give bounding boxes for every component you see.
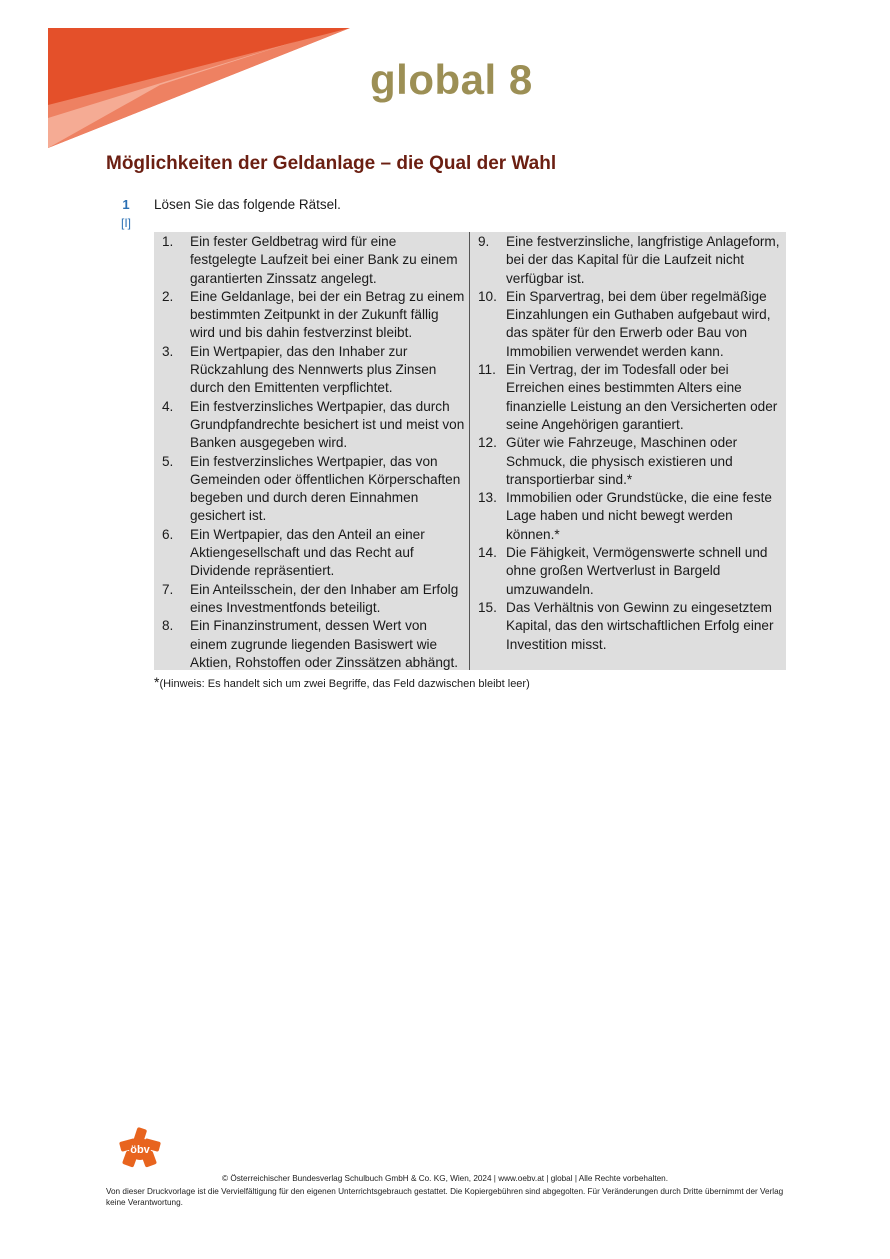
clue-number: 10. <box>478 288 497 304</box>
clue-number: 14. <box>478 545 497 561</box>
clue-text: Ein Wertpapier, das den Anteil an einer Aktiengesellschaft und das Recht auf Dividende repräsentiert. <box>190 526 425 579</box>
clue-item <box>470 361 786 434</box>
oebv-logo <box>118 1126 162 1170</box>
clue-number: 9. <box>478 234 490 249</box>
clue-number: 1. <box>162 234 174 249</box>
footer-disclaimer: Von dieser Druckvorlage ist die Vervielfältigung für den eigenen Unterrichtsgebrauch gestattet. Die Kopiergebühren sind abgegolten. Für Veränderungen durch Dritte übernimmt der Verlag keine Verantwortung. <box>106 1187 784 1207</box>
clue-number: 13. <box>478 490 497 506</box>
clue-text: Ein Finanzinstrument, dessen Wert von einem zugrunde liegenden Basiswert wie Aktien, Rohstoffen oder Zinssätzen abhängt. <box>190 618 459 670</box>
clue-column-left <box>154 232 470 670</box>
clue-number: 6. <box>162 526 174 542</box>
clue-item <box>154 617 469 672</box>
clue-text: Ein festverzinsliches Wertpapier, das durch Grundpfandrechte besichert ist und meist von Banken ausgegeben wird. <box>190 398 465 451</box>
clue-item <box>154 581 469 618</box>
clue-text: Ein festverzinsliches Wertpapier, das von Gemeinden oder öffentlichen Körperschaften begeben und durch deren Einnahmen gesichert ist. <box>190 453 461 524</box>
clue-number: 5. <box>162 453 174 469</box>
section-heading: Möglichkeiten der Geldanlage – die Qual der Wahl <box>106 153 557 174</box>
clue-item <box>470 599 786 654</box>
brand-title: global 8 <box>370 56 533 103</box>
footer-copyright: © Österreichischer Bundesverlag Schulbuch GmbH & Co. KG, Wien, 2024 | www.oebv.at | global | Alle Rechte vorbehalten. <box>222 1174 668 1183</box>
clue-item <box>470 434 786 489</box>
clue-item <box>154 526 469 581</box>
clue-table <box>154 232 786 670</box>
clue-text: Ein Anteilsschein, der den Inhaber am Erfolg eines Investmentfonds beteiligt. <box>190 581 459 615</box>
clue-item <box>154 343 469 398</box>
hint-text: (Hinweis: Es handelt sich um zwei Begriffe, das Feld dazwischen bleibt leer) <box>159 678 530 690</box>
clue-text: Ein Vertrag, der im Todesfall oder bei Erreichen eines bestimmten Alters eine finanzielle Leistung an den Versicherten oder seine Angehörigen garantiert. <box>506 362 778 432</box>
clue-item <box>154 288 469 343</box>
task-number: 1 <box>122 197 130 212</box>
clue-text: Güter wie Fahrzeuge, Maschinen oder Schmuck, die physisch existieren und transportierbar sind.* <box>506 435 738 487</box>
clue-item <box>470 288 786 361</box>
clue-text: Ein Sparvertrag, bei dem über regelmäßige Einzahlungen ein Guthaben aufgebaut wird, das später für den Erwerb oder Bau von Immobilien verwendet werden kann. <box>506 288 771 359</box>
clue-number: 8. <box>162 618 174 634</box>
clue-item <box>470 233 786 288</box>
clue-text: Das Verhältnis von Gewinn zu eingesetztem Kapital, das den wirtschaftlichen Erfolg einer Investition misst. <box>506 599 774 652</box>
clue-item <box>154 398 469 453</box>
clue-text: Immobilien oder Grundstücke, die eine feste Lage haben und nicht bewegt werden können.* <box>506 490 772 542</box>
clue-item <box>154 453 469 526</box>
task-instruction: Lösen Sie das folgende Rätsel. <box>154 197 341 212</box>
clue-number: 4. <box>162 398 174 414</box>
clue-item <box>470 544 786 599</box>
hint-note <box>154 674 530 690</box>
clue-number: 15. <box>478 599 497 615</box>
clue-text: Eine Geldanlage, bei der ein Betrag zu einem bestimmten Zeitpunkt in der Zukunft fällig wird und bis dahin festverzinst bleibt. <box>190 288 465 341</box>
clue-item <box>470 489 786 544</box>
clue-number: 3. <box>162 343 174 359</box>
clue-text: Eine festverzinsliche, langfristige Anlageform, bei der das Kapital für die Laufzeit nicht verfügbar ist. <box>506 234 780 286</box>
clue-number: 12. <box>478 435 497 451</box>
svg-text:öbv: öbv <box>130 1144 150 1156</box>
clue-number: 11. <box>478 362 496 378</box>
clue-column-right <box>470 232 786 670</box>
clue-number: 7. <box>162 581 174 597</box>
clue-item <box>154 233 469 288</box>
task-level: [I] <box>120 216 131 230</box>
header-banner <box>0 0 360 160</box>
hint-star: * <box>154 674 160 690</box>
clue-number: 2. <box>162 288 174 304</box>
clue-text: Ein Wertpapier, das den Inhaber zur Rückzahlung des Nennwerts plus Zinsen durch den Emittenten verpflichtet. <box>190 343 437 396</box>
clue-text: Die Fähigkeit, Vermögenswerte schnell und ohne großen Wertverlust in Bargeld umzuwandeln. <box>506 545 768 597</box>
clue-text: Ein fester Geldbetrag wird für eine festgelegte Laufzeit bei einer Bank zu einem garantierten Zinssatz angelegt. <box>190 234 458 286</box>
